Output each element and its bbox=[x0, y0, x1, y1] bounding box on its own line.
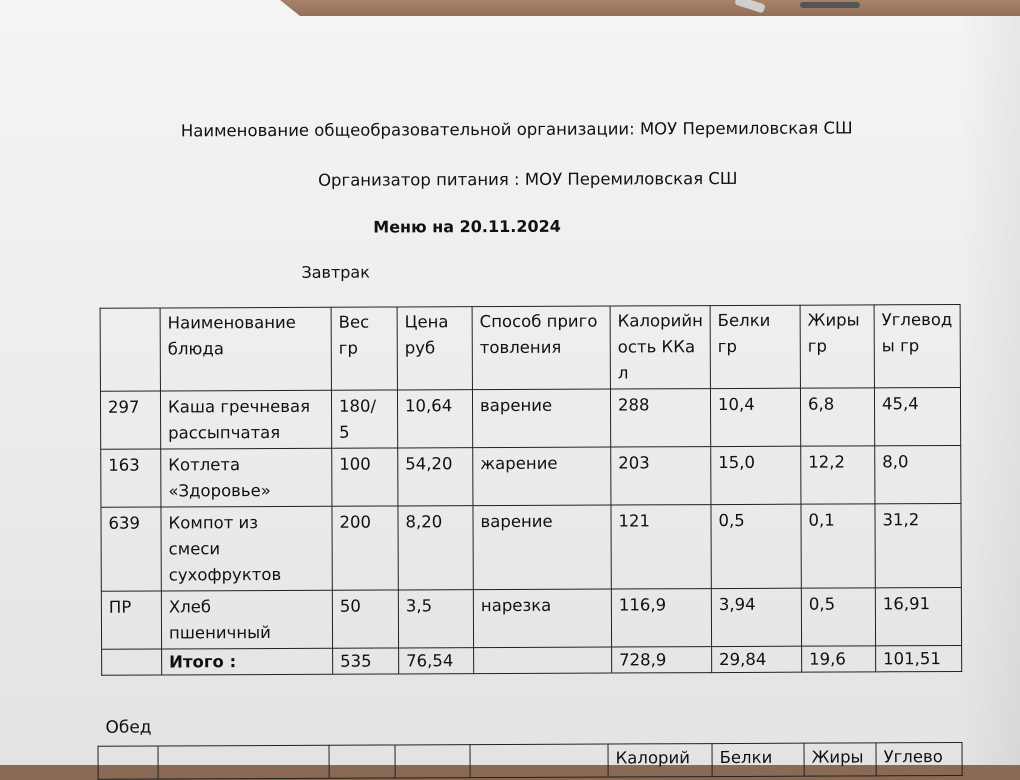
lunch-header-cell bbox=[470, 744, 608, 778]
row-fat: 0,5 bbox=[801, 588, 875, 646]
total-carbs: 101,51 bbox=[876, 645, 962, 671]
total-protein: 29,84 bbox=[712, 646, 802, 672]
lunch-header-cell bbox=[158, 745, 329, 779]
breakfast-title: Завтрак bbox=[301, 262, 370, 282]
row-method: жарение bbox=[473, 447, 611, 506]
lunch-header-protein: Белки bbox=[712, 743, 804, 776]
row-price: 10,64 bbox=[397, 390, 472, 448]
row-carbs: 45,4 bbox=[874, 387, 960, 445]
organization-line: Наименование общеобразовательной организации: МОУ Перемиловская СШ bbox=[180, 118, 853, 141]
lunch-header-cell bbox=[98, 746, 158, 779]
header-cell-code bbox=[100, 308, 160, 391]
total-kcal: 728,9 bbox=[612, 647, 712, 673]
row-kcal: 116,9 bbox=[611, 589, 711, 647]
row-weight: 200 bbox=[332, 506, 398, 590]
row-weight: 180/ 5 bbox=[331, 390, 397, 448]
table-row bbox=[101, 503, 961, 591]
row-code: 297 bbox=[100, 391, 160, 449]
total-empty bbox=[102, 649, 162, 675]
breakfast-table bbox=[100, 304, 963, 676]
row-price: 3,5 bbox=[398, 590, 473, 648]
total-price: 76,54 bbox=[399, 648, 474, 674]
table-row bbox=[101, 445, 961, 507]
row-fat: 12,2 bbox=[801, 446, 875, 504]
row-code: 163 bbox=[101, 449, 161, 507]
lunch-header-fat: Жиры bbox=[804, 743, 876, 776]
total-fat: 19,6 bbox=[802, 646, 876, 672]
lunch-table bbox=[98, 742, 963, 780]
row-weight: 50 bbox=[332, 590, 398, 648]
header-cell-price: Цена руб bbox=[397, 307, 472, 390]
row-price: 54,20 bbox=[398, 448, 473, 506]
table-row bbox=[100, 387, 960, 449]
row-price: 8,20 bbox=[398, 506, 473, 590]
row-name: Котлета «Здоровье» bbox=[161, 448, 332, 507]
row-carbs: 31,2 bbox=[875, 503, 961, 587]
header-cell-method: Способ приготовления bbox=[472, 306, 610, 390]
total-label: Итого : bbox=[162, 648, 333, 675]
menu-date-title: Меню на 20.11.2024 bbox=[373, 216, 561, 237]
row-protein: 3,94 bbox=[711, 588, 801, 646]
row-kcal: 288 bbox=[610, 389, 710, 447]
total-method-empty bbox=[474, 647, 612, 674]
row-kcal: 121 bbox=[611, 505, 711, 589]
row-fat: 0,1 bbox=[801, 504, 875, 588]
table-header-row bbox=[100, 304, 960, 391]
header-cell-carbs: Углеводы гр bbox=[874, 304, 960, 387]
row-name: Хлеб пшеничный bbox=[161, 590, 332, 649]
row-code: ПР bbox=[101, 591, 161, 649]
lunch-header-kcal: Калорий bbox=[608, 744, 712, 777]
lunch-header-carbs: Углево bbox=[876, 742, 962, 775]
row-carbs: 16,91 bbox=[875, 587, 961, 645]
row-weight: 100 bbox=[332, 448, 398, 506]
row-fat: 6,8 bbox=[800, 388, 874, 446]
lunch-header-row bbox=[98, 742, 962, 779]
row-carbs: 8,0 bbox=[875, 445, 961, 503]
total-weight: 535 bbox=[333, 648, 399, 674]
row-kcal: 203 bbox=[611, 447, 711, 505]
row-protein: 0,5 bbox=[711, 504, 801, 588]
row-code: 639 bbox=[101, 507, 161, 591]
row-method: нарезка bbox=[473, 589, 611, 648]
total-row bbox=[102, 645, 962, 675]
lunch-header-cell bbox=[329, 745, 395, 778]
row-method: варение bbox=[472, 389, 610, 448]
header-cell-kcal: Калорийность ККал bbox=[610, 306, 710, 389]
header-cell-name: Наименование блюда bbox=[160, 307, 331, 391]
row-name: Каша гречневая рассыпчатая bbox=[160, 390, 331, 449]
row-name: Компот из смеси сухофруктов bbox=[161, 506, 332, 591]
header-cell-fat: Жиры гр bbox=[800, 305, 874, 388]
organizer-line: Организатор питания : МОУ Перемиловская СШ bbox=[317, 168, 738, 190]
row-protein: 10,4 bbox=[710, 388, 800, 446]
row-method: варение bbox=[473, 505, 611, 590]
header-cell-weight: Вес гр bbox=[331, 307, 397, 390]
header-cell-protein: Белки гр bbox=[710, 305, 800, 388]
lunch-title: Обед bbox=[105, 717, 152, 738]
row-protein: 15,0 bbox=[711, 446, 801, 504]
table-row bbox=[101, 587, 961, 649]
lunch-header-cell bbox=[395, 745, 470, 778]
